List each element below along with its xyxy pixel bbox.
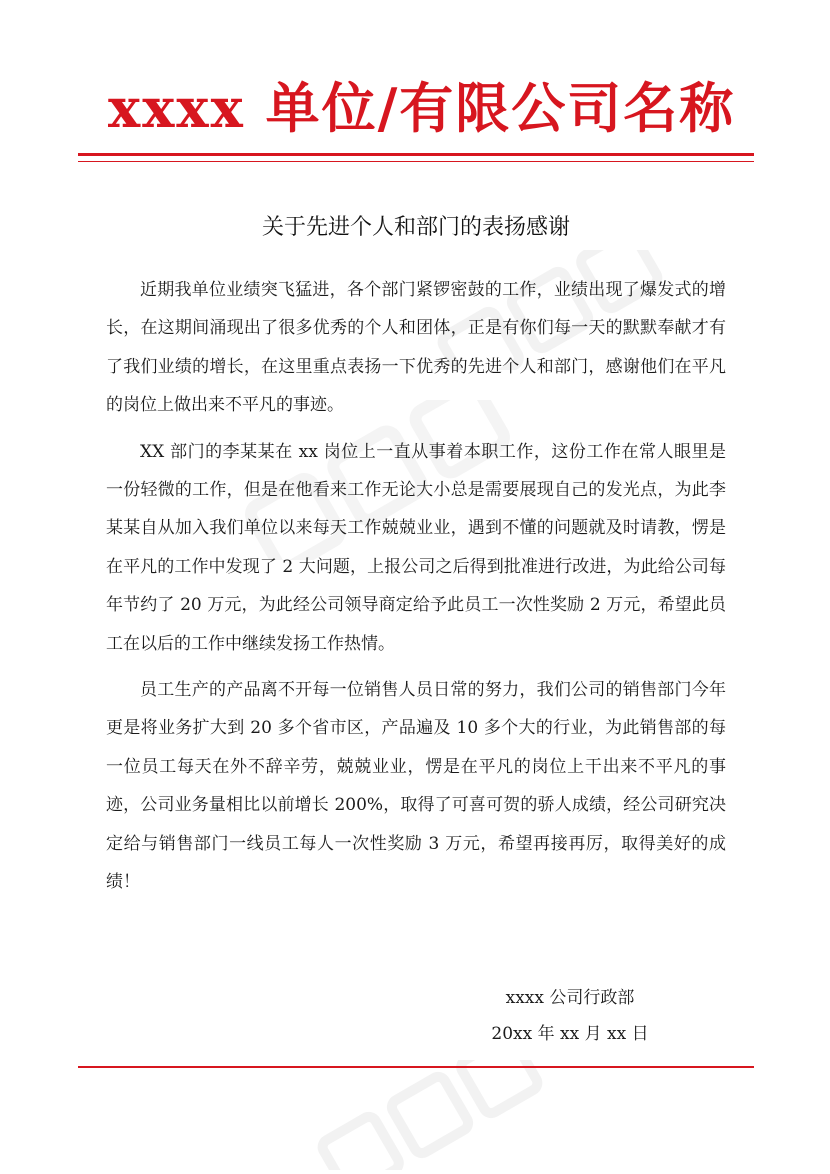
body-paragraph: 近期我单位业绩突飞猛进，各个部门紧锣密鼓的工作，业绩出现了爆发式的增长，在这期间涌现出了很多优秀的个人和团体，正是有你们每一天的默默奉献才有了我们业绩的增长，在这里重点表扬一下优秀的先进个人和部门，感谢他们在平凡的岗位上做出来不平凡的事迹。 bbox=[106, 280, 726, 416]
company-name: xxxx 单位/有限公司名称 bbox=[108, 76, 736, 140]
header-divider-thin bbox=[78, 161, 754, 162]
footer-divider bbox=[78, 1066, 754, 1068]
signature-block bbox=[470, 980, 670, 1052]
watermark-logo-icon bbox=[300, 1060, 560, 1170]
body-paragraph: 员工生产的产品离不开每一位销售人员日常的努力，我们公司的销售部门今年更是将业务扩大到 20 多个省市区，产品遍及 10 多个大的行业，为此销售部的每一位员工每天在外不辞辛劳，兢兢业业，愣是在平凡的岗位上干出来不平凡的事迹，公司业务量相比以前增长 200%，取得了可喜可贺的骄人成绩，经公司研究决定给与销售部门一线员工每人一次性奖励 3 万元，希望再接再厉，取得美好的成绩！ bbox=[106, 680, 726, 893]
signature-department: xxxx 公司行政部 bbox=[505, 988, 635, 1008]
document-body bbox=[106, 271, 726, 910]
document-title: 关于先进个人和部门的表扬感谢 bbox=[261, 215, 570, 240]
body-paragraph: XX 部门的李某某在 xx 岗位上一直从事着本职工作，这份工作在常人眼里是一份轻微的工作，但是在他看来工作无论大小总是需要展现自己的发光点，为此李某某自从加入我们单位以来每天工作兢兢业业，遇到不懂的问题就及时请教，愣是在平凡的工作中发现了 2 大问题，上报公司之后得到批准进行改进，为此给公司每年节约了 20 万元，为此经公司领导商定给予此员工一次性奖励 2 万元，希望此员工在以后的工作中继续发扬工作热情。 bbox=[106, 441, 726, 654]
signature-date: 20xx 年 xx 月 xx 日 bbox=[491, 1024, 649, 1044]
header-divider-thick bbox=[78, 153, 754, 156]
